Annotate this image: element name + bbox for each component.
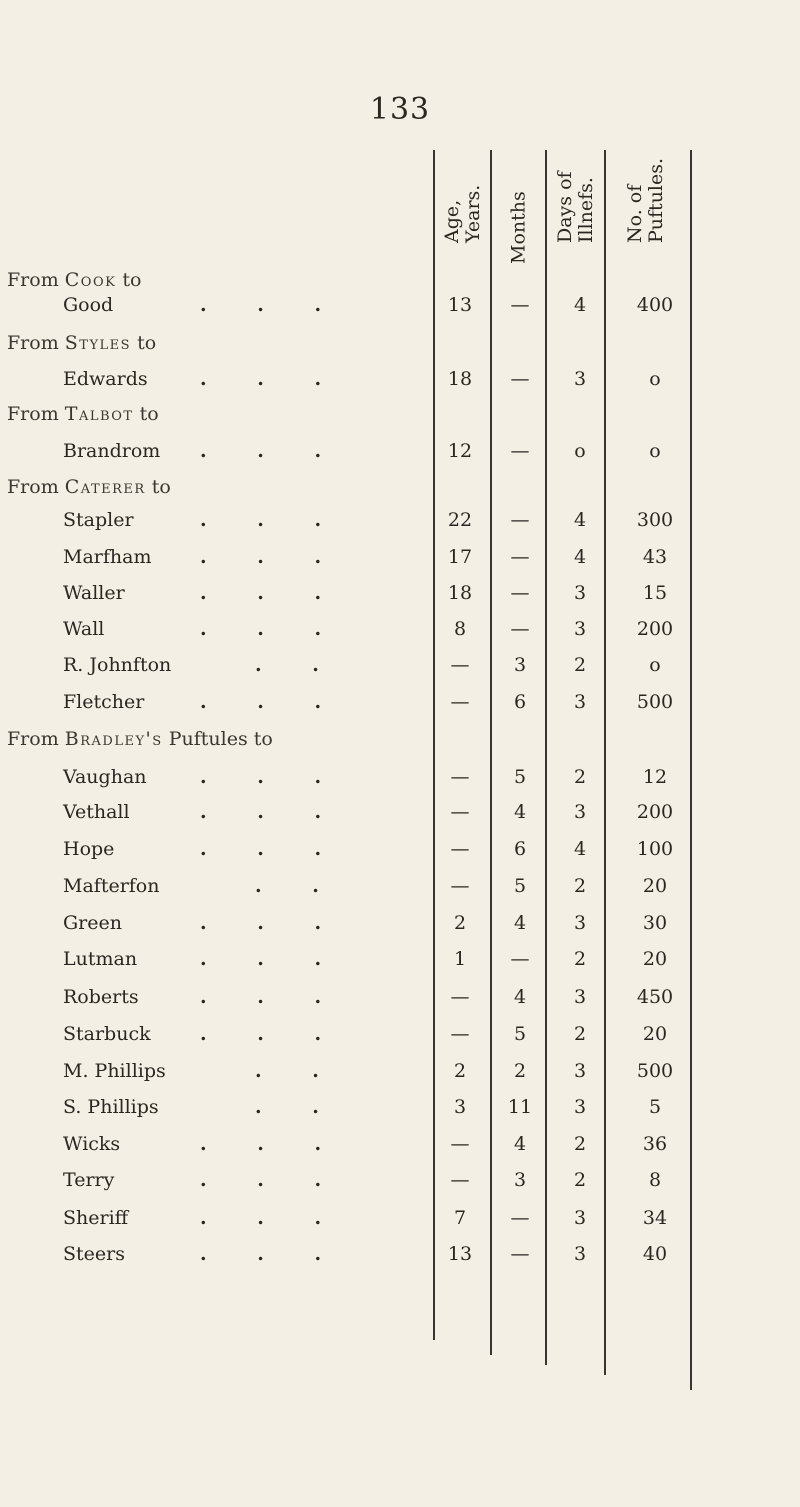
table-row (0, 509, 800, 539)
table-row (0, 912, 800, 942)
leader-dots: . . . (200, 1169, 344, 1191)
header-days-of-illness: Days of Illnefs. (554, 171, 597, 243)
patient-name: Stapler (63, 509, 134, 531)
days-of-illness-cell: 3 (573, 801, 587, 823)
patient-name: Roberts (63, 986, 139, 1008)
patient-name: Starbuck (63, 1023, 151, 1045)
pustules-cell: 5 (648, 1096, 662, 1118)
table-row (0, 440, 800, 470)
pustules-cell: 400 (636, 294, 674, 316)
months-cell: — (510, 294, 530, 316)
months-cell: — (510, 1243, 530, 1265)
days-of-illness-cell: 4 (573, 838, 587, 860)
pustules-cell: 500 (636, 1060, 674, 1082)
group-heading-row (0, 728, 800, 758)
group-prefix: From (7, 332, 65, 354)
leader-dots: . . . (200, 912, 344, 934)
age-years-cell: 7 (453, 1207, 467, 1229)
days-of-illness-cell: 2 (573, 948, 587, 970)
pustules-cell: 8 (648, 1169, 662, 1191)
table-row (0, 546, 800, 576)
patient-name: M. Phillips (63, 1060, 166, 1082)
days-of-illness-cell: 3 (573, 1096, 587, 1118)
group-heading (7, 728, 273, 750)
months-cell: 5 (513, 875, 527, 897)
header-number-of-pustules: No. of Puftules. (624, 157, 667, 243)
leader-dots: . . . (200, 766, 344, 788)
days-of-illness-cell: 3 (573, 582, 587, 604)
pustules-cell: 40 (642, 1243, 668, 1265)
patient-name: Vethall (63, 801, 130, 823)
pustules-cell: 15 (642, 582, 668, 604)
months-cell: — (510, 546, 530, 568)
months-cell: — (510, 440, 530, 462)
table-row (0, 294, 800, 324)
patient-name: Hope (63, 838, 115, 860)
group-heading (7, 403, 159, 425)
patient-name: Wall (63, 618, 105, 640)
leader-dots: . . (255, 1060, 341, 1082)
months-cell: 11 (507, 1096, 533, 1118)
age-years-cell: — (450, 1023, 470, 1045)
months-cell: 4 (513, 912, 527, 934)
months-cell: — (510, 948, 530, 970)
days-of-illness-cell: 3 (573, 1060, 587, 1082)
days-of-illness-cell: 2 (573, 654, 587, 676)
patient-name: Vaughan (63, 766, 147, 788)
header-months: Months (507, 191, 530, 264)
months-cell: 6 (513, 838, 527, 860)
pustules-cell: 200 (636, 618, 674, 640)
group-suffix: to (133, 403, 159, 425)
group-heading (7, 476, 171, 498)
table-row (0, 801, 800, 831)
age-years-cell: 13 (447, 1243, 473, 1265)
age-years-cell: 2 (453, 1060, 467, 1082)
patient-name: Terry (63, 1169, 115, 1191)
leader-dots: . . . (200, 1133, 344, 1155)
days-of-illness-cell: 2 (573, 1169, 587, 1191)
table-row (0, 1243, 800, 1273)
age-years-cell: 17 (447, 546, 473, 568)
months-cell: — (510, 1207, 530, 1229)
patient-name: Green (63, 912, 122, 934)
pustules-cell: 20 (642, 948, 668, 970)
table-row (0, 766, 800, 796)
group-suffix: to (116, 269, 142, 291)
months-cell: 6 (513, 691, 527, 713)
age-years-cell: — (450, 986, 470, 1008)
age-years-cell: 13 (447, 294, 473, 316)
leader-dots: . . . (200, 1243, 344, 1265)
months-cell: 4 (513, 801, 527, 823)
group-name: Talbot (64, 403, 134, 425)
group-prefix: From (7, 269, 65, 291)
group-name: Caterer (64, 476, 146, 498)
leader-dots: . . (255, 875, 341, 897)
leader-dots: . . . (200, 294, 344, 316)
age-years-cell: 18 (447, 582, 473, 604)
months-cell: — (510, 509, 530, 531)
months-cell: 5 (513, 1023, 527, 1045)
patient-name: Waller (63, 582, 125, 604)
pustules-cell: 43 (642, 546, 668, 568)
days-of-illness-cell: 3 (573, 1243, 587, 1265)
months-cell: — (510, 582, 530, 604)
table-row (0, 368, 800, 398)
days-of-illness-cell: 2 (573, 1133, 587, 1155)
group-heading (7, 332, 156, 354)
table-row (0, 1096, 800, 1126)
months-cell: — (510, 618, 530, 640)
days-of-illness-cell: 2 (573, 1023, 587, 1045)
months-cell: 5 (513, 766, 527, 788)
days-of-illness-cell: 2 (573, 766, 587, 788)
leader-dots: . . . (200, 948, 344, 970)
patient-name: S. Phillips (63, 1096, 159, 1118)
days-of-illness-cell: 4 (573, 546, 587, 568)
patient-name: Marfham (63, 546, 152, 568)
group-heading-row (0, 403, 800, 433)
page-number: 133 (369, 92, 431, 127)
age-years-cell: — (450, 875, 470, 897)
days-of-illness-cell: 3 (573, 986, 587, 1008)
age-years-cell: 1 (453, 948, 467, 970)
pustules-cell: 12 (642, 766, 668, 788)
pustules-cell: 20 (642, 875, 668, 897)
age-years-cell: 18 (447, 368, 473, 390)
days-of-illness-cell: 3 (573, 618, 587, 640)
table-row (0, 1023, 800, 1053)
age-years-cell: — (450, 691, 470, 713)
patient-name: R. Johnfton (63, 654, 172, 676)
table-row (0, 1060, 800, 1090)
leader-dots: . . . (200, 1207, 344, 1229)
age-years-cell: 2 (453, 912, 467, 934)
months-cell: 4 (513, 1133, 527, 1155)
age-years-cell: — (450, 1133, 470, 1155)
group-name: Styles (64, 332, 132, 354)
age-years-cell: — (450, 801, 470, 823)
leader-dots: . . . (200, 440, 344, 462)
pustules-cell: 300 (636, 509, 674, 531)
leader-dots: . . . (200, 691, 344, 713)
age-years-cell: 3 (453, 1096, 467, 1118)
patient-name: Steers (63, 1243, 125, 1265)
days-of-illness-cell: 4 (573, 509, 587, 531)
months-cell: 2 (513, 1060, 527, 1082)
days-of-illness-cell: 4 (573, 294, 587, 316)
patient-name: Fletcher (63, 691, 145, 713)
pustules-cell: o (649, 368, 661, 390)
pustules-cell: 500 (636, 691, 674, 713)
pustules-cell: o (649, 440, 661, 462)
pustules-cell: 34 (642, 1207, 668, 1229)
leader-dots: . . . (200, 582, 344, 604)
age-years-cell: 12 (447, 440, 473, 462)
table-row (0, 1169, 800, 1199)
table-row (0, 986, 800, 1016)
days-of-illness-cell: 3 (573, 368, 587, 390)
patient-name: Mafterfon (63, 875, 160, 897)
group-name: Cook (64, 269, 117, 291)
age-years-cell: — (450, 838, 470, 860)
leader-dots: . . (255, 1096, 341, 1118)
table-row (0, 875, 800, 905)
age-years-cell: — (450, 654, 470, 676)
table-row (0, 1207, 800, 1237)
group-heading-row (0, 332, 800, 362)
group-prefix: From (7, 476, 65, 498)
patient-name: Sheriff (63, 1207, 129, 1229)
patient-name: Good (63, 294, 114, 316)
table-row (0, 618, 800, 648)
months-cell: 3 (513, 654, 527, 676)
table-row (0, 948, 800, 978)
days-of-illness-cell: 3 (573, 912, 587, 934)
group-name: Bradley's (64, 728, 163, 750)
days-of-illness-cell: 2 (573, 875, 587, 897)
days-of-illness-cell: 3 (573, 1207, 587, 1229)
months-cell: — (510, 368, 530, 390)
days-of-illness-cell: o (574, 440, 586, 462)
leader-dots: . . . (200, 801, 344, 823)
group-suffix: to (145, 476, 171, 498)
table-row (0, 838, 800, 868)
pustules-cell: 30 (642, 912, 668, 934)
table-row (0, 1133, 800, 1163)
leader-dots: . . . (200, 368, 344, 390)
pustules-cell: 450 (636, 986, 674, 1008)
header-age-years: Age, Years. (441, 184, 484, 243)
patient-name: Brandrom (63, 440, 161, 462)
patient-name: Edwards (63, 368, 148, 390)
table-row (0, 691, 800, 721)
age-years-cell: 8 (453, 618, 467, 640)
days-of-illness-cell: 3 (573, 691, 587, 713)
months-cell: 4 (513, 986, 527, 1008)
group-prefix: From (7, 403, 65, 425)
leader-dots: . . . (200, 546, 344, 568)
table-row (0, 582, 800, 612)
group-suffix: to (131, 332, 157, 354)
leader-dots: . . . (200, 509, 344, 531)
leader-dots: . . . (200, 618, 344, 640)
age-years-cell: — (450, 1169, 470, 1191)
group-heading-row (0, 476, 800, 506)
group-suffix: Puftules to (162, 728, 273, 750)
pustules-cell: o (649, 654, 661, 676)
group-prefix: From (7, 728, 65, 750)
patient-name: Lutman (63, 948, 138, 970)
patient-name: Wicks (63, 1133, 121, 1155)
leader-dots: . . . (200, 838, 344, 860)
age-years-cell: — (450, 766, 470, 788)
group-heading (7, 269, 141, 291)
months-cell: 3 (513, 1169, 527, 1191)
pustules-cell: 36 (642, 1133, 668, 1155)
pustules-cell: 200 (636, 801, 674, 823)
pustules-cell: 20 (642, 1023, 668, 1045)
pustules-cell: 100 (636, 838, 674, 860)
leader-dots: . . (255, 654, 341, 676)
age-years-cell: 22 (447, 509, 473, 531)
leader-dots: . . . (200, 1023, 344, 1045)
leader-dots: . . . (200, 986, 344, 1008)
table-row (0, 654, 800, 684)
